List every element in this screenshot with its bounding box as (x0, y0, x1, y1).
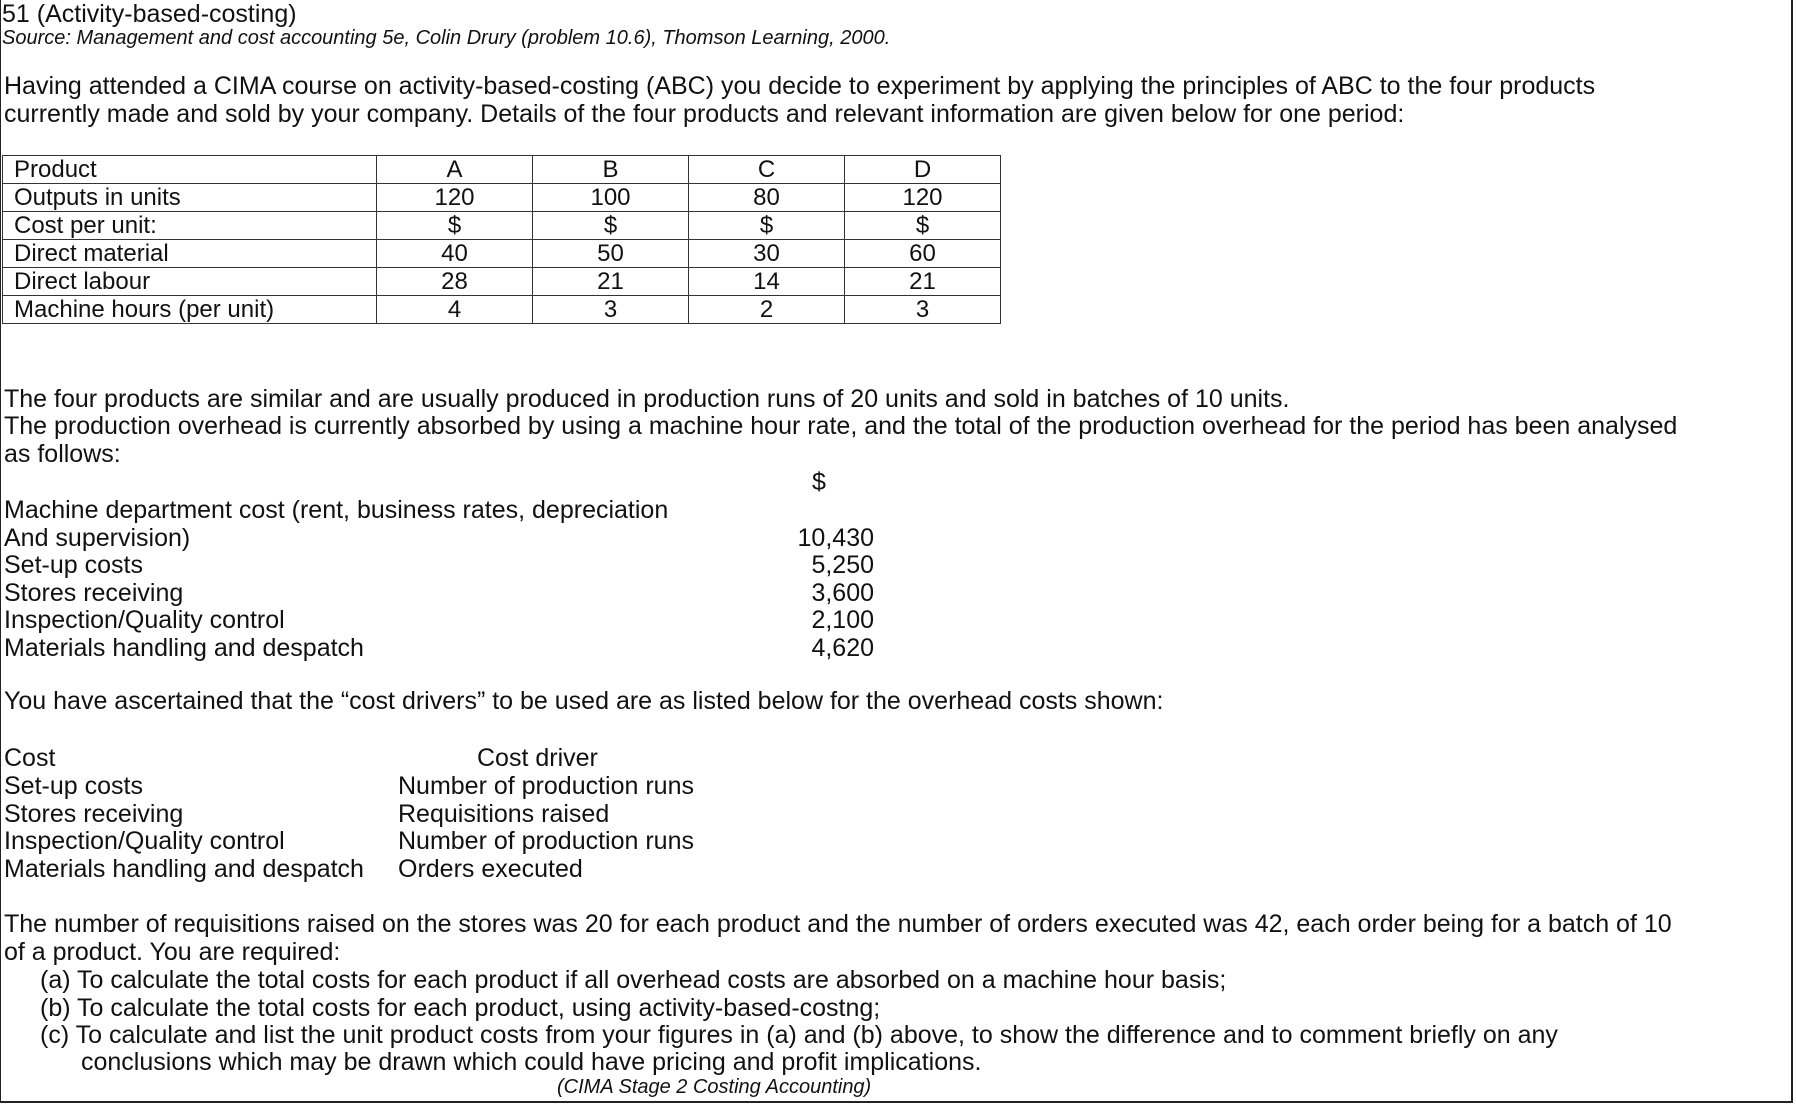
driver-name: Number of production runs (398, 827, 694, 855)
overhead-item-value: 4,620 (811, 634, 874, 662)
overhead-item-value: 3,600 (811, 579, 874, 607)
table-row (3, 296, 1001, 324)
row-label: Direct material (3, 240, 377, 268)
row-label: Machine hours (per unit) (3, 296, 377, 324)
table-cell: $ (377, 212, 533, 240)
table-cell: 40 (377, 240, 533, 268)
table-cell: 2 (689, 296, 845, 324)
overhead-item-value: 10,430 (797, 524, 874, 552)
driver-cost-name: Set-up costs (4, 772, 143, 800)
overhead-item-label: Inspection/Quality control (4, 606, 285, 634)
table-cell: 14 (689, 268, 845, 296)
table-cell: 21 (845, 268, 1001, 296)
driver-cost-name: Materials handling and despatch (4, 855, 364, 883)
overhead-currency-heading: $ (812, 468, 826, 496)
table-cell: 120 (845, 184, 1001, 212)
table-cell: 28 (377, 268, 533, 296)
driver-cost-name: Inspection/Quality control (4, 827, 285, 855)
table-cell: 3 (533, 296, 689, 324)
overhead-item-label: Set-up costs (4, 551, 143, 579)
table-row (3, 184, 1001, 212)
table-cell: 4 (377, 296, 533, 324)
table-row (3, 156, 1001, 184)
question-a: (a) To calculate the total costs for each product if all overhead costs are absorbed on a machine hour basis; (40, 966, 1227, 994)
question-b: (b) To calculate the total costs for each product, using activity-based-costng; (40, 994, 881, 1022)
overhead-absorption-text: The production overhead is currently absorbed by using a machine hour rate, and the total of the production overhead for the period has been analysed (4, 412, 1678, 440)
source-citation: Source: Management and cost accounting 5e, Colin Drury (problem 10.6), Thomson Learning, 2000. (2, 27, 891, 49)
table-cell: B (533, 156, 689, 184)
intro-line-2: currently made and sold by your company. Details of the four products and relevant information are given below for one period: (4, 100, 1405, 128)
table-cell: A (377, 156, 533, 184)
table-row (3, 240, 1001, 268)
production-runs-text: The four products are similar and are usually produced in production runs of 20 units and sold in batches of 10 units. (4, 385, 1290, 413)
table-cell: 120 (377, 184, 533, 212)
overhead-as-follows-text: as follows: (4, 440, 121, 468)
requirements-line-2: of a product. You are required: (4, 938, 341, 966)
driver-cost-name: Stores receiving (4, 800, 184, 828)
table-cell: $ (533, 212, 689, 240)
table-cell: 60 (845, 240, 1001, 268)
table-cell: $ (845, 212, 1001, 240)
table-row (3, 268, 1001, 296)
table-cell: 80 (689, 184, 845, 212)
table-cell: $ (689, 212, 845, 240)
overhead-item-label: Machine department cost (rent, business rates, depreciation (4, 496, 669, 524)
overhead-item-value: 5,250 (811, 551, 874, 579)
row-label: Product (3, 156, 377, 184)
cost-driver-column-heading: Cost driver (477, 744, 598, 772)
overhead-item-label: Stores receiving (4, 579, 184, 607)
table-cell: C (689, 156, 845, 184)
driver-name: Number of production runs (398, 772, 694, 800)
driver-name: Requisitions raised (398, 800, 610, 828)
row-label: Outputs in units (3, 184, 377, 212)
table-row (3, 212, 1001, 240)
product-details-table (2, 155, 1001, 324)
driver-name: Orders executed (398, 855, 583, 883)
cost-drivers-intro: You have ascertained that the “cost drivers” to be used are as listed below for the overhead costs shown: (4, 687, 1164, 715)
table-cell: D (845, 156, 1001, 184)
row-label: Cost per unit: (3, 212, 377, 240)
intro-line-1: Having attended a CIMA course on activity-based-costing (ABC) you decide to experiment by applying the principles of ABC to the four products (4, 72, 1596, 100)
overhead-item-value: 2,100 (811, 606, 874, 634)
requirements-line-1: The number of requisitions raised on the stores was 20 for each product and the number of orders executed was 42, each order being for a batch of 10 (4, 910, 1672, 938)
overhead-item-label: Materials handling and despatch (4, 634, 364, 662)
row-label: Direct labour (3, 268, 377, 296)
table-cell: 50 (533, 240, 689, 268)
table-cell: 100 (533, 184, 689, 212)
table-cell: 30 (689, 240, 845, 268)
table-cell: 21 (533, 268, 689, 296)
overhead-item-label: And supervision) (4, 524, 191, 552)
exam-reference: (CIMA Stage 2 Costing Accounting) (557, 1076, 872, 1098)
question-c-continued: conclusions which may be drawn which could have pricing and profit implications. (81, 1048, 982, 1076)
problem-title: 51 (Activity-based-costing) (2, 0, 297, 28)
question-c: (c) To calculate and list the unit product costs from your figures in (a) and (b) above, to show the difference and to comment briefly on any (40, 1021, 1558, 1049)
table-cell: 3 (845, 296, 1001, 324)
cost-column-heading: Cost (4, 744, 56, 772)
